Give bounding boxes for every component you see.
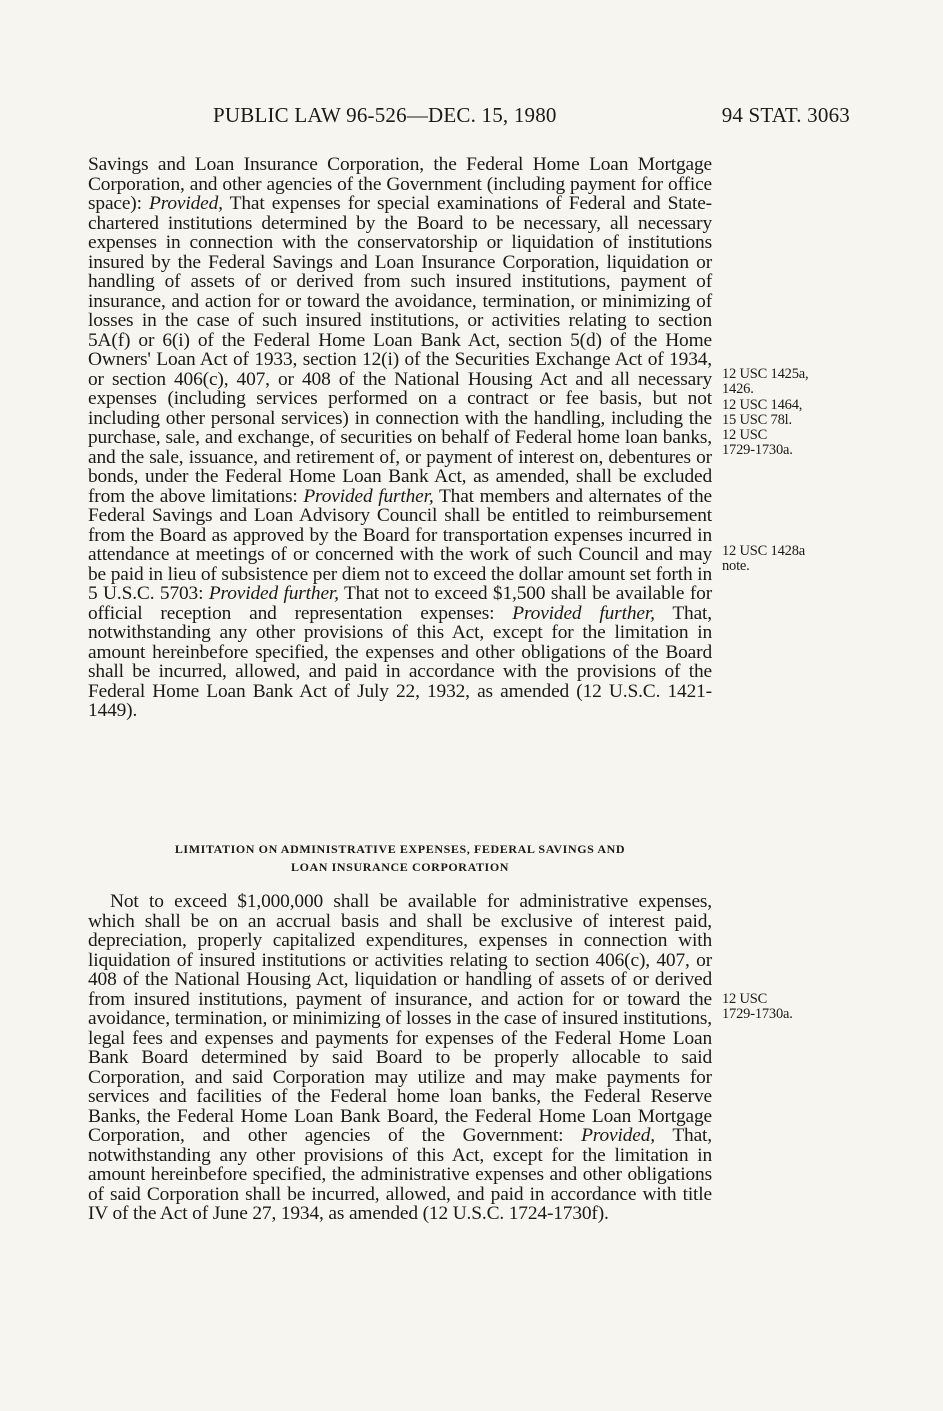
text-run: That, notwithstanding any other provisions of this Act, except for the limitation in amount hereinbefore specified, the administrative expenses and other obligations of said Corporation shall be incurred, allowed, and paid in accordance with title IV of the Act of June 27, 1934, as amended (12 U.S.C. 1724-1730f).	[88, 1125, 712, 1224]
public-law-citation: PUBLIC LAW 96-526—DEC. 15, 1980	[213, 103, 557, 127]
body-paragraph-1	[88, 155, 712, 721]
proviso-italic-text: Provided,	[581, 1125, 655, 1146]
margin-note-line: 1426.	[722, 381, 754, 398]
proviso-italic-text: Provided further,	[208, 583, 339, 604]
margin-note-line: 1729-1730a.	[722, 442, 793, 459]
paragraph-text	[88, 155, 712, 721]
margin-note-usc-1428a	[722, 544, 842, 575]
margin-note-line: 12 USC 1425a,	[722, 366, 809, 382]
margin-note-line: 12 USC	[722, 427, 768, 444]
section-heading	[88, 840, 712, 876]
text-run: That, notwithstanding any other provisions of this Act, except for the limitation in amount hereinbefore specified, the expenses and other obligations of the Board shall be incurred, allowed, and paid in accordance with the provisions of the Federal Home Loan Bank Act of July 22, 1932, as amended (12 U.S.C. 1421-1449).	[88, 602, 712, 721]
text-run: Not to exceed $1,000,000 shall be available for administrative expenses, which shall be on an accrual basis and shall be exclusive of interest paid, depreciation, properly capitalized expenditures, expenses in connection with liquidation of insured institutions or activities relating to section 406(c), 407, or 408 of the National Housing Act, liquidation or handling of assets of or derived from insured institutions, payment of insurance, and action for or toward the avoidance, termination, or minimizing of losses in the case of insured institutions, legal fees and expenses and payments for expenses of the Federal Home Loan Bank Board determined by said Board to be properly allocable to said Corporation, and said Corporation may utilize and may make payments for services and facilities of the Federal home loan banks, the Federal Reserve Banks, the Federal Home Loan Bank Board, the Federal Home Loan Mortgage Corporation, and other agencies of the Government:	[88, 891, 712, 1146]
margin-note-usc-1729	[722, 992, 842, 1023]
paragraph-text	[88, 892, 712, 1224]
text-run: That expenses for special examinations of Federal and State-chartered institutions determined by the Board to be necessary, all necessary expenses in connection with the conservatorship or liquidation of institutions insured by the Federal Savings and Loan Insurance Corporation, liquidation or handling of assets of or derived from such insured institutions, payment of insurance, and action for or toward the avoidance, termination, or minimizing of losses in the case of such insured institutions, or activities relating to section 5A(f) or 6(i) of the Federal Home Loan Bank Act, section 5(d) of the Home Owners' Loan Act of 1933, section 12(i) of the Securities Exchange Act of 1934, or section 406(c), 407, or 408 of the National Housing Act and all necessary expenses (including services performed on a contract or fee basis, but not including other personal services) in connection with the handling, including the purchase, sale, and exchange, of securities on behalf of Federal home loan banks, and the sale, issuance, and retirement of, or payment of interest on, debentures or bonds, under the Federal Home Loan Bank Act, as amended, shall be excluded from the above limitations:	[88, 193, 712, 507]
proviso-italic-text: Provided,	[149, 193, 223, 214]
page-header	[88, 103, 850, 133]
text-run: That not to exceed $1,500 shall be available for official reception and representation expenses:	[88, 583, 713, 624]
text-run: Savings and Loan Insurance Corporation, the Federal Home Loan Mortgage Corporation, and other agencies of the Government (including payment for office space):	[88, 154, 712, 214]
section-heading-line-2: LOAN INSURANCE CORPORATION	[290, 860, 510, 874]
margin-note-line: 12 USC 1428a	[722, 543, 805, 559]
text-run: That members and alternates of the Federal Savings and Loan Advisory Council shall be entitled to reimbursement from the Board as approved by the Board for transportation expenses incurred in attendance at meetings of or concerned with the work of such Council and may be paid in lieu of subsistence per diem not to exceed the dollar amount set forth in 5 U.S.C. 5703:	[88, 485, 712, 604]
proviso-italic-text: Provided further,	[512, 602, 655, 624]
section-heading-line-1: LIMITATION ON ADMINISTRATIVE EXPENSES, FEDERAL SAVINGS AND	[174, 842, 626, 856]
margin-note-line: 12 USC 1464,	[722, 396, 803, 413]
body-paragraph-2	[88, 892, 712, 1224]
margin-note-line: 1729-1730a.	[722, 1006, 793, 1023]
margin-note-line: 15 USC 78l.	[722, 411, 792, 428]
statute-page-number: 94 STAT. 3063	[721, 103, 850, 127]
margin-note-line: 12 USC	[722, 991, 768, 1007]
margin-note-line: note.	[722, 558, 750, 575]
margin-note-usc-citations	[722, 367, 842, 459]
proviso-italic-text: Provided further,	[303, 485, 434, 507]
